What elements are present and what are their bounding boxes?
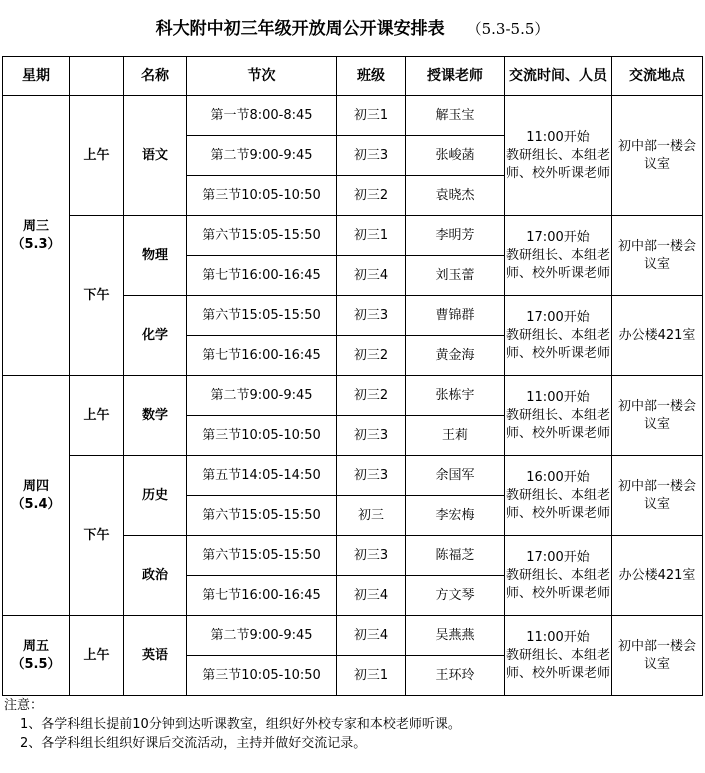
teacher-cell: 张峻菡 — [406, 136, 505, 176]
teacher-cell: 李明芳 — [406, 216, 505, 256]
exchange-time: 11:00开始 — [526, 129, 590, 145]
location-cell: 初中部一楼会议室 — [612, 456, 703, 536]
header-row — [3, 57, 703, 96]
header-day: 星期 — [3, 57, 70, 96]
period-cell: 第六节15:05-15:50 — [187, 536, 337, 576]
table-row — [3, 456, 703, 496]
day-label: 周五 — [22, 638, 49, 654]
half-cell: 下午 — [70, 456, 124, 616]
half-cell: 上午 — [70, 376, 124, 456]
header-class: 班级 — [337, 57, 406, 96]
class-cell: 初三4 — [337, 616, 406, 656]
class-cell: 初三4 — [337, 256, 406, 296]
exchange-time: 17:00开始 — [526, 549, 590, 565]
teacher-cell: 刘玉蕾 — [406, 256, 505, 296]
location-cell: 初中部一楼会议室 — [612, 376, 703, 456]
location-cell: 初中部一楼会议室 — [612, 216, 703, 296]
location-cell: 办公楼421室 — [612, 296, 703, 376]
subject-cell: 化学 — [124, 296, 187, 376]
period-cell: 第六节15:05-15:50 — [187, 296, 337, 336]
period-cell: 第六节15:05-15:50 — [187, 216, 337, 256]
teacher-cell: 王环玲 — [406, 656, 505, 696]
exchange-people: 教研组长、本组老师、校外听课老师 — [505, 407, 610, 441]
class-cell: 初三2 — [337, 336, 406, 376]
class-cell: 初三2 — [337, 176, 406, 216]
exchange-time: 11:00开始 — [526, 629, 590, 645]
exchange-people: 教研组长、本组老师、校外听课老师 — [505, 327, 610, 361]
class-cell: 初三1 — [337, 96, 406, 136]
table-row — [3, 96, 703, 136]
location-cell: 办公楼421室 — [612, 536, 703, 616]
note-item: 2、各学科组长组织好课后交流活动，主持并做好交流记录。 — [20, 736, 367, 751]
class-cell: 初三1 — [337, 656, 406, 696]
exchange-cell — [505, 96, 612, 216]
half-cell: 上午 — [70, 616, 124, 696]
table-row — [3, 616, 703, 656]
day-cell — [3, 616, 70, 696]
subject-cell: 英语 — [124, 616, 187, 696]
notes-section — [4, 696, 704, 753]
day-date: （5.4） — [11, 496, 61, 512]
title-text: 科大附中初三年级开放周公开课安排表 — [155, 19, 445, 39]
teacher-cell: 陈福芝 — [406, 536, 505, 576]
header-exchange: 交流时间、人员 — [505, 57, 612, 96]
class-cell: 初三2 — [337, 376, 406, 416]
teacher-cell: 吴燕燕 — [406, 616, 505, 656]
exchange-people: 教研组长、本组老师、校外听课老师 — [505, 147, 610, 181]
class-cell: 初三3 — [337, 136, 406, 176]
exchange-people: 教研组长、本组老师、校外听课老师 — [505, 247, 610, 281]
teacher-cell: 解玉宝 — [406, 96, 505, 136]
location-cell: 初中部一楼会议室 — [612, 616, 703, 696]
subject-cell: 物理 — [124, 216, 187, 296]
teacher-cell: 王莉 — [406, 416, 505, 456]
title-date-range: （5.3-5.5） — [466, 20, 550, 38]
class-cell: 初三3 — [337, 296, 406, 336]
period-cell: 第一节8:00-8:45 — [187, 96, 337, 136]
period-cell: 第三节10:05-10:50 — [187, 656, 337, 696]
period-cell: 第七节16:00-16:45 — [187, 256, 337, 296]
header-half — [70, 57, 124, 96]
table-row — [3, 376, 703, 416]
period-cell: 第五节14:05-14:50 — [187, 456, 337, 496]
header-teacher: 授课老师 — [406, 57, 505, 96]
class-cell: 初三3 — [337, 416, 406, 456]
header-period: 节次 — [187, 57, 337, 96]
subject-cell: 语文 — [124, 96, 187, 216]
exchange-people: 教研组长、本组老师、校外听课老师 — [505, 647, 610, 681]
subject-cell: 数学 — [124, 376, 187, 456]
half-cell: 下午 — [70, 216, 124, 376]
period-cell: 第三节10:05-10:50 — [187, 416, 337, 456]
teacher-cell: 方文琴 — [406, 576, 505, 616]
teacher-cell: 袁晓杰 — [406, 176, 505, 216]
header-location: 交流地点 — [612, 57, 703, 96]
schedule-table — [2, 56, 703, 696]
exchange-cell — [505, 456, 612, 536]
exchange-cell — [505, 376, 612, 456]
sheet-title — [0, 14, 705, 39]
period-cell: 第七节16:00-16:45 — [187, 336, 337, 376]
notes-heading: 注意： — [4, 698, 44, 713]
exchange-people: 教研组长、本组老师、校外听课老师 — [505, 567, 610, 601]
teacher-cell: 黄金海 — [406, 336, 505, 376]
location-cell: 初中部一楼会议室 — [612, 96, 703, 216]
teacher-cell: 曹锦群 — [406, 296, 505, 336]
exchange-cell — [505, 536, 612, 616]
period-cell: 第六节15:05-15:50 — [187, 496, 337, 536]
exchange-time: 17:00开始 — [526, 229, 590, 245]
exchange-cell — [505, 616, 612, 696]
exchange-cell — [505, 296, 612, 376]
note-item: 1、各学科组长提前10分钟到达听课教室，组织好外校专家和本校老师听课。 — [20, 717, 461, 732]
day-date: （5.5） — [11, 656, 61, 672]
class-cell: 初三4 — [337, 576, 406, 616]
day-date: （5.3） — [11, 236, 61, 252]
exchange-time: 11:00开始 — [526, 389, 590, 405]
period-cell: 第七节16:00-16:45 — [187, 576, 337, 616]
half-cell: 上午 — [70, 96, 124, 216]
period-cell: 第二节9:00-9:45 — [187, 616, 337, 656]
period-cell: 第二节9:00-9:45 — [187, 136, 337, 176]
day-label: 周三 — [22, 218, 49, 234]
exchange-time: 16:00开始 — [526, 469, 590, 485]
class-cell: 初三1 — [337, 216, 406, 256]
exchange-cell — [505, 216, 612, 296]
subject-cell: 政治 — [124, 536, 187, 616]
teacher-cell: 张栋宇 — [406, 376, 505, 416]
class-cell: 初三 — [337, 496, 406, 536]
exchange-time: 17:00开始 — [526, 309, 590, 325]
table-row — [3, 216, 703, 256]
subject-cell: 历史 — [124, 456, 187, 536]
teacher-cell: 李宏梅 — [406, 496, 505, 536]
day-label: 周四 — [22, 478, 49, 494]
exchange-people: 教研组长、本组老师、校外听课老师 — [505, 487, 610, 521]
day-cell — [3, 376, 70, 616]
day-cell — [3, 96, 70, 376]
period-cell: 第三节10:05-10:50 — [187, 176, 337, 216]
class-cell: 初三3 — [337, 456, 406, 496]
teacher-cell: 余国军 — [406, 456, 505, 496]
class-cell: 初三3 — [337, 536, 406, 576]
header-subject: 名称 — [124, 57, 187, 96]
period-cell: 第二节9:00-9:45 — [187, 376, 337, 416]
